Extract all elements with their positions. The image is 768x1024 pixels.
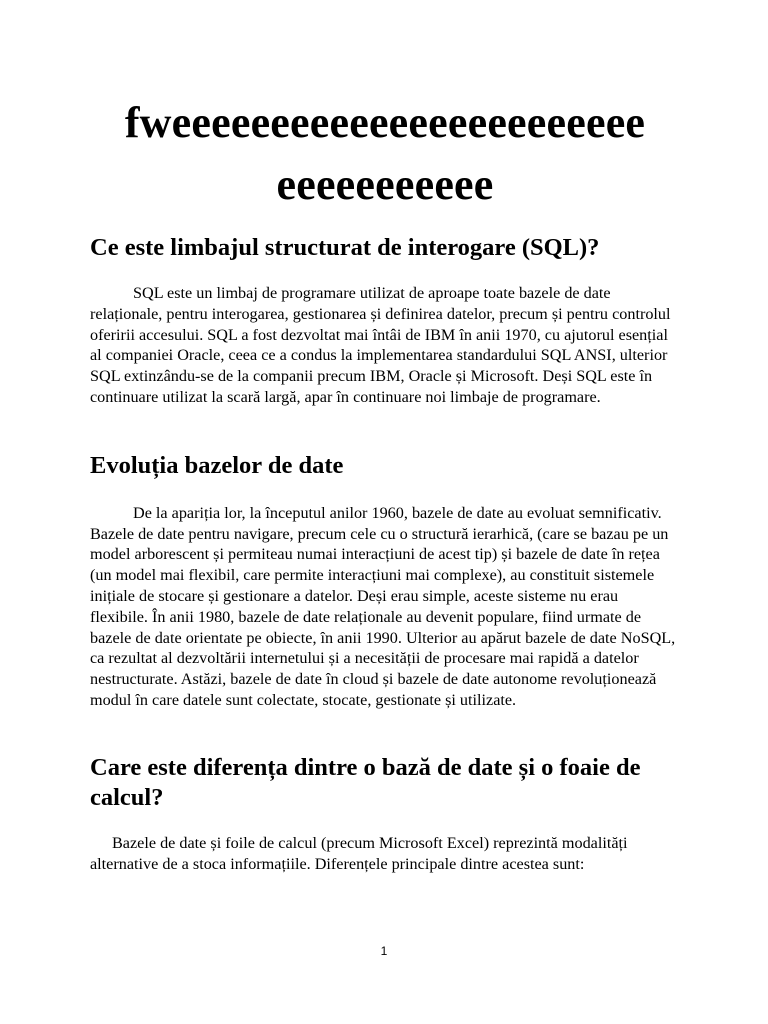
section-heading-sql: Ce este limbajul structurat de interogare (SQL)? [90,234,600,261]
title-line-2: eeeeeeeeeee [276,160,494,209]
page-content [90,92,680,874]
page-number: 1 [380,944,388,958]
section-heading-difference: Care este diferența dintre o bază de date și o foaie de calcul? [90,753,641,811]
section-body-sql: SQL este un limbaj de programare utilizat de aproape toate bazele de date relaționale, pentru interogarea, gestionarea și definirea datelor, precum și pentru controlul oferirii accesului. SQL a fost dezvoltat mai întâi de IBM în anii 1970, cu ajutorul esențial al companiei Oracle, ceea ce a condus la implementarea standardului SQL ANSI, ulterior SQL extinzându-se de la companii precum IBM, Oracle și Microsoft. Deși SQL este în continuare utilizat la scară largă, apar în continuare noi limbaje de programare. [90,284,671,406]
document-title [90,92,680,216]
title-line-1: fweeeeeeeeeeeeeeeeeeeeeeee [124,98,646,147]
section-body-evolution: De la apariția lor, la începutul anilor 1960, bazele de date au evoluat semnificativ. Bazele de date pentru navigare, precum cele cu o structură ierarhică, (care se bazau pe un model arborescent și permiteau numai interacțiuni de acest tip) și bazele de date în rețea (un model mai flexibil, care permite interacțiuni mai complexe), au constituit sistemele inițiale de stocare și gestionare a datelor. Deși erau simple, aceste sisteme nu erau flexibile. În anii 1980, bazele de date relaționale au devenit populare, fiind urmate de bazele de date orientate pe obiecte, în anii 1990. Ulterior au apărut bazele de date NoSQL, ca rezultat al dezvoltării internetului și a necesității de procesare mai rapidă a datelor nestructurate. Astăzi, bazele de date în cloud și bazele de date autonome revoluționează modul în care datele sunt colectate, stocate, gestionate și utilizate. [90,503,676,709]
section-heading-evolution: Evoluția bazelor de date [90,451,344,479]
section-body-difference: Bazele de date și foile de calcul (precum Microsoft Excel) reprezintă modalități alternative de a stoca informațiile. Diferențele principale dintre acestea sunt: [90,833,628,873]
